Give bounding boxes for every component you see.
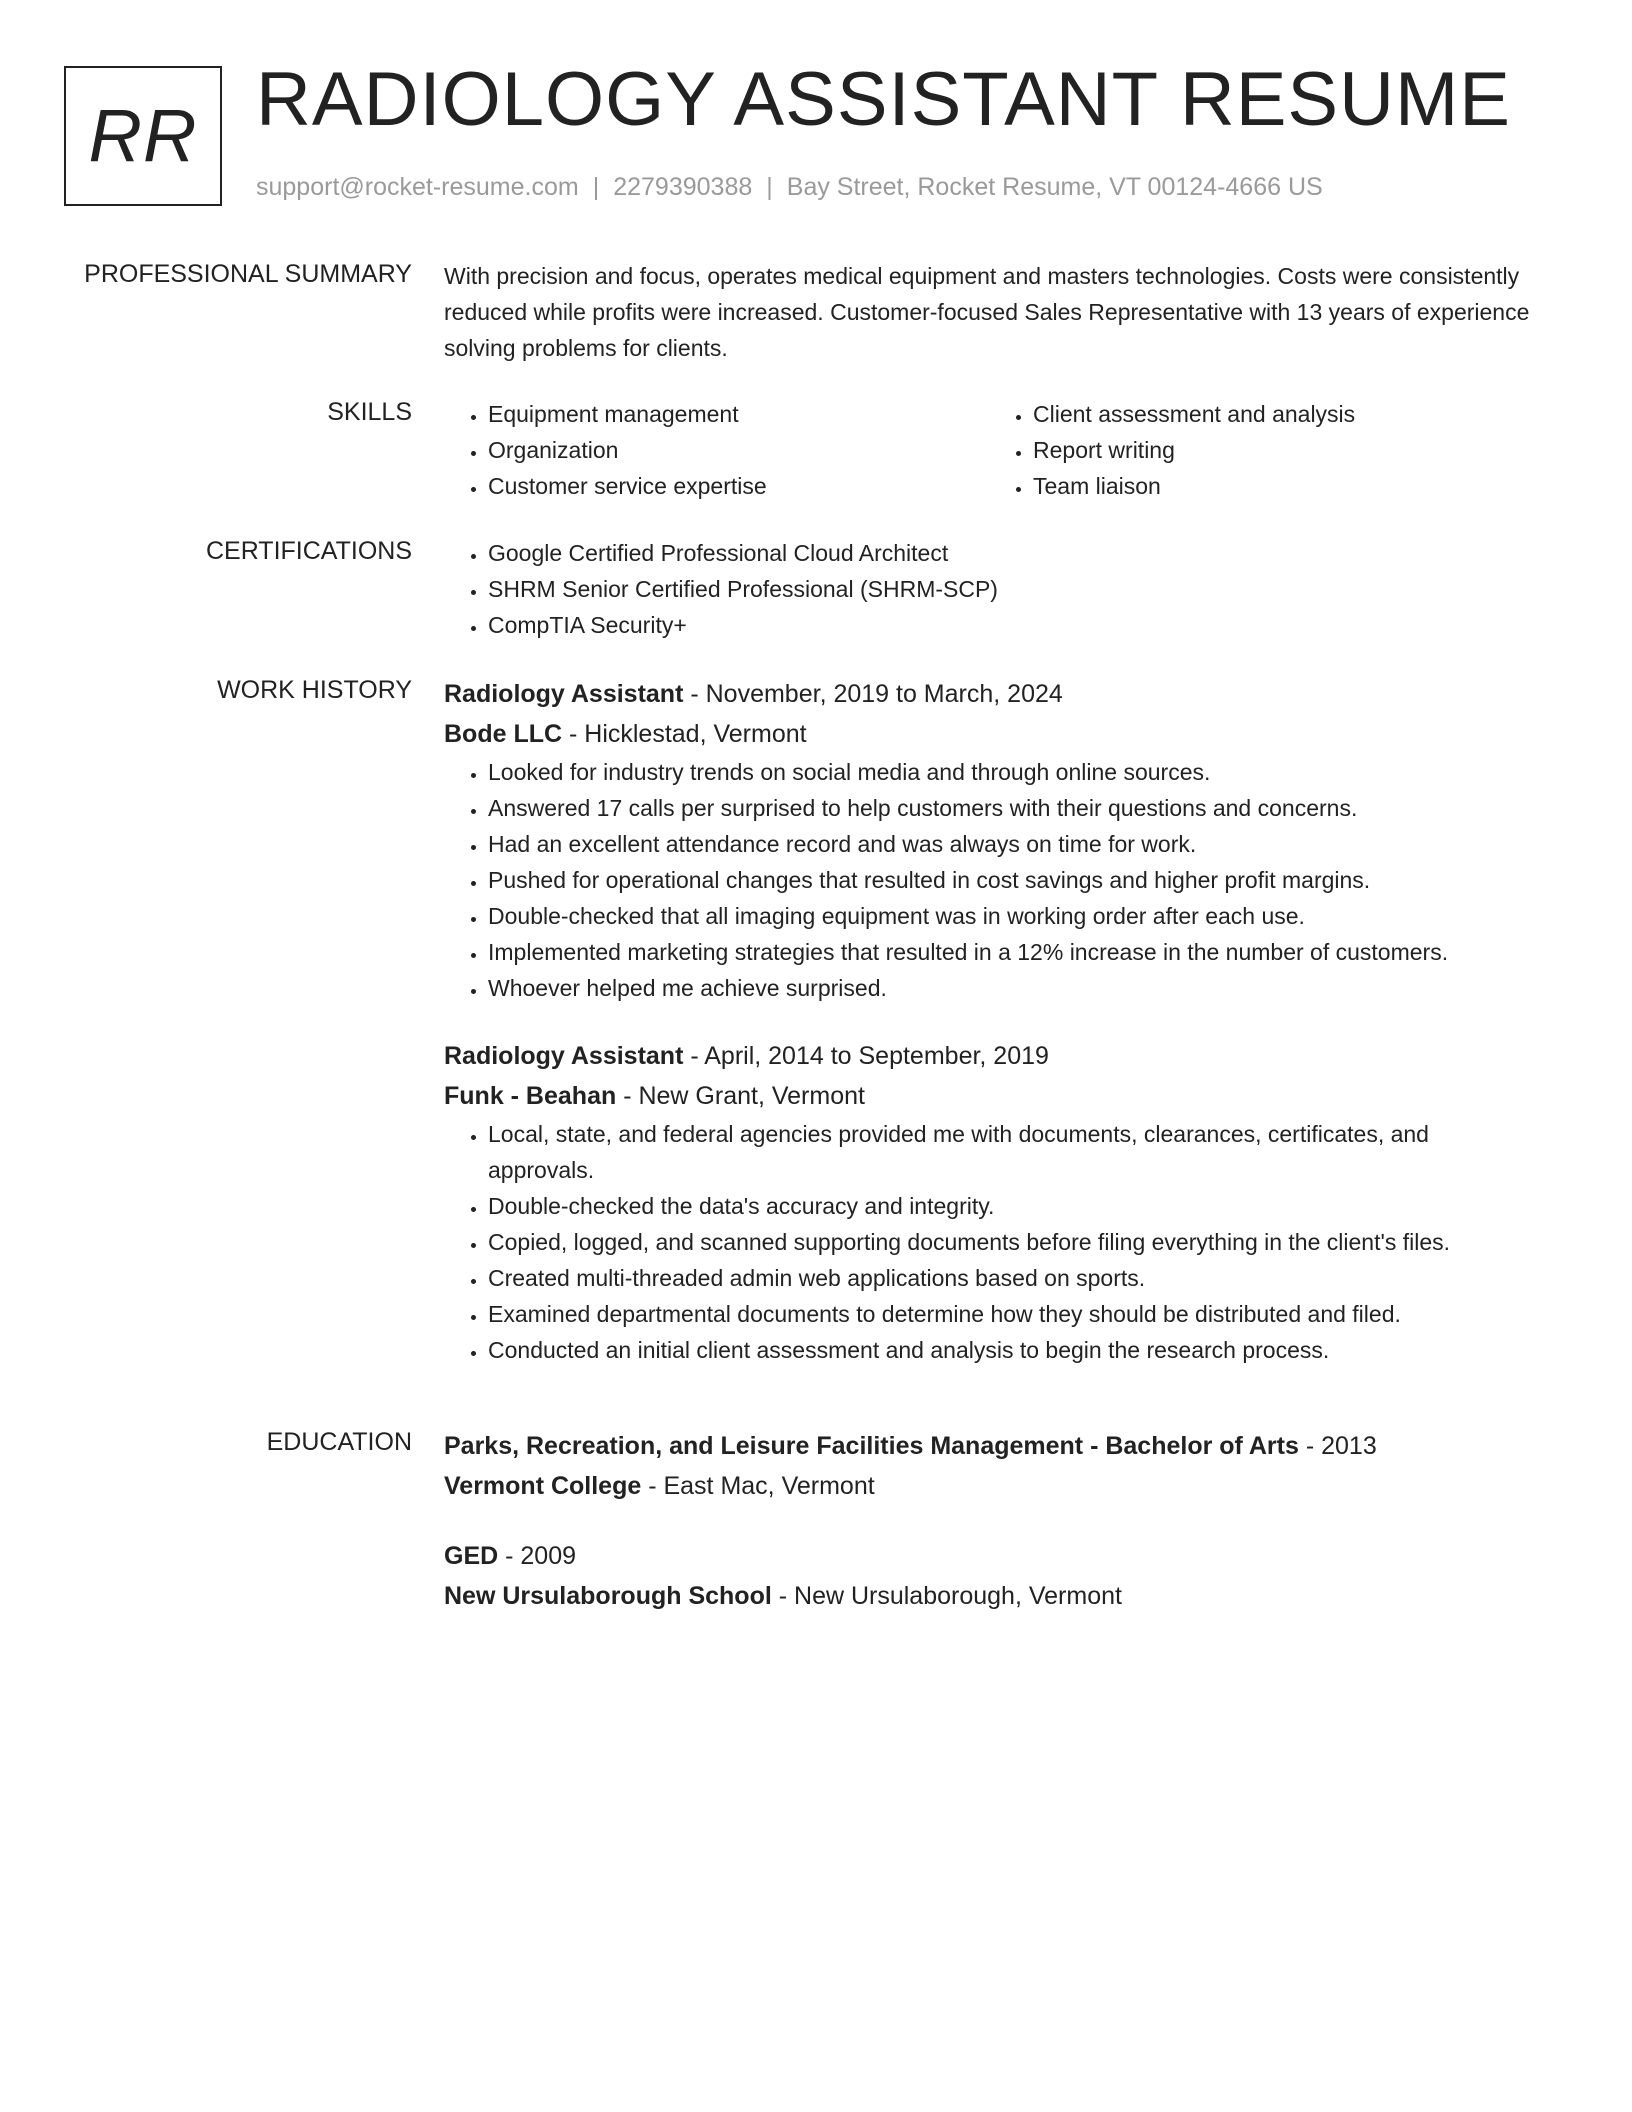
education-year: - 2009 — [498, 1542, 577, 1570]
education-degree: GED — [444, 1542, 499, 1570]
education-location: - East Mac, Vermont — [641, 1472, 875, 1500]
skill-item: • Organization — [488, 432, 989, 468]
skills-column-right — [989, 396, 1534, 504]
job-duty: • Answered 17 calls per surprised to help customers with their questions and concerns. — [488, 790, 1534, 826]
education-school-line — [444, 1466, 1534, 1506]
certification-item: • CompTIA Security+ — [488, 607, 1534, 643]
summary-body — [444, 258, 1534, 366]
certification-item: • SHRM Senior Certified Professional (SHRM-SCP) — [488, 571, 1534, 607]
job-entry — [444, 1036, 1534, 1368]
contact-separator: | — [592, 173, 600, 201]
job-company-line — [444, 1076, 1534, 1116]
contact-line — [256, 172, 1323, 202]
skills-body — [444, 396, 1534, 504]
skill-item: • Client assessment and analysis — [1033, 396, 1534, 432]
certification-item: • Google Certified Professional Cloud Architect — [488, 535, 1534, 571]
job-duty: • Looked for industry trends on social media and through online sources. — [488, 754, 1534, 790]
certifications-body — [444, 535, 1534, 643]
work-history-body — [444, 674, 1534, 1368]
contact-phone: 2279390388 — [613, 173, 753, 201]
section-label-summary: PROFESSIONAL SUMMARY — [84, 260, 412, 288]
job-duty: • Local, state, and federal agencies provided me with documents, clearances, certificates, and approvals. — [488, 1116, 1534, 1188]
job-location: - Hicklestad, Vermont — [562, 720, 807, 748]
job-duty: • Copied, logged, and scanned supporting documents before filing everything in the client's files. — [488, 1224, 1534, 1260]
job-duty: • Implemented marketing strategies that resulted in a 12% increase in the number of customers. — [488, 934, 1534, 970]
education-entry — [444, 1426, 1534, 1506]
contact-email: support@rocket-resume.com — [256, 173, 579, 201]
skill-item: • Equipment management — [488, 396, 989, 432]
education-school-line — [444, 1576, 1534, 1616]
job-duty: • Double-checked the data's accuracy and integrity. — [488, 1188, 1534, 1224]
section-label-work-history: WORK HISTORY — [217, 676, 412, 704]
job-entry — [444, 674, 1534, 1006]
job-duties-list — [444, 1116, 1534, 1368]
education-entry — [444, 1536, 1534, 1616]
job-duty: • Created multi-threaded admin web applications based on sports. — [488, 1260, 1534, 1296]
section-label-certifications: CERTIFICATIONS — [205, 537, 412, 565]
job-title: Radiology Assistant — [444, 680, 684, 708]
job-duty: • Pushed for operational changes that resulted in cost savings and higher profit margins. — [488, 862, 1534, 898]
resume-title: RADIOLOGY ASSISTANT RESUME — [256, 57, 1511, 142]
job-duty: • Whoever helped me achieve surprised. — [488, 970, 1534, 1006]
education-school: New Ursulaborough School — [444, 1582, 772, 1610]
monogram-box — [64, 66, 222, 206]
contact-separator: | — [766, 173, 773, 201]
job-company: Bode LLC — [444, 720, 563, 748]
job-dates: - April, 2014 to September, 2019 — [683, 1042, 1049, 1070]
section-label-education: EDUCATION — [266, 1428, 412, 1456]
skills-column-left — [444, 396, 989, 504]
education-year: - 2013 — [1298, 1432, 1377, 1460]
education-body — [444, 1426, 1534, 1616]
monogram-initials: RR — [88, 94, 198, 177]
education-school: Vermont College — [444, 1472, 642, 1500]
job-duties-list — [444, 754, 1534, 1006]
job-title-line — [444, 1036, 1534, 1076]
education-degree: Parks, Recreation, and Leisure Facilities Management - Bachelor of Arts — [444, 1432, 1299, 1460]
skill-item: • Team liaison — [1033, 468, 1534, 504]
education-degree-line — [444, 1536, 1534, 1576]
skill-item: • Customer service expertise — [488, 468, 989, 504]
job-duty: • Double-checked that all imaging equipment was in working order after each use. — [488, 898, 1534, 934]
contact-address: Bay Street, Rocket Resume, VT 00124-4666 US — [786, 173, 1323, 201]
job-duty: • Had an excellent attendance record and was always on time for work. — [488, 826, 1534, 862]
job-title: Radiology Assistant — [444, 1042, 684, 1070]
job-duty: • Conducted an initial client assessment and analysis to begin the research process. — [488, 1332, 1534, 1368]
job-company-line — [444, 714, 1534, 754]
job-company: Funk - Beahan — [444, 1082, 617, 1110]
job-dates: - November, 2019 to March, 2024 — [683, 680, 1063, 708]
skill-item: • Report writing — [1033, 432, 1534, 468]
education-location: - New Ursulaborough, Vermont — [771, 1582, 1122, 1610]
section-label-skills: SKILLS — [327, 398, 412, 426]
summary-text: With precision and focus, operates medical equipment and masters technologies. Costs were consistently reduced while profits were increased. Customer-focused Sales Representative with 13 years of experience solving problems for clients. — [444, 263, 1530, 361]
education-degree-line — [444, 1426, 1534, 1466]
job-location: - New Grant, Vermont — [616, 1082, 865, 1110]
job-duty: • Examined departmental documents to determine how they should be distributed and filed. — [488, 1296, 1534, 1332]
job-title-line — [444, 674, 1534, 714]
